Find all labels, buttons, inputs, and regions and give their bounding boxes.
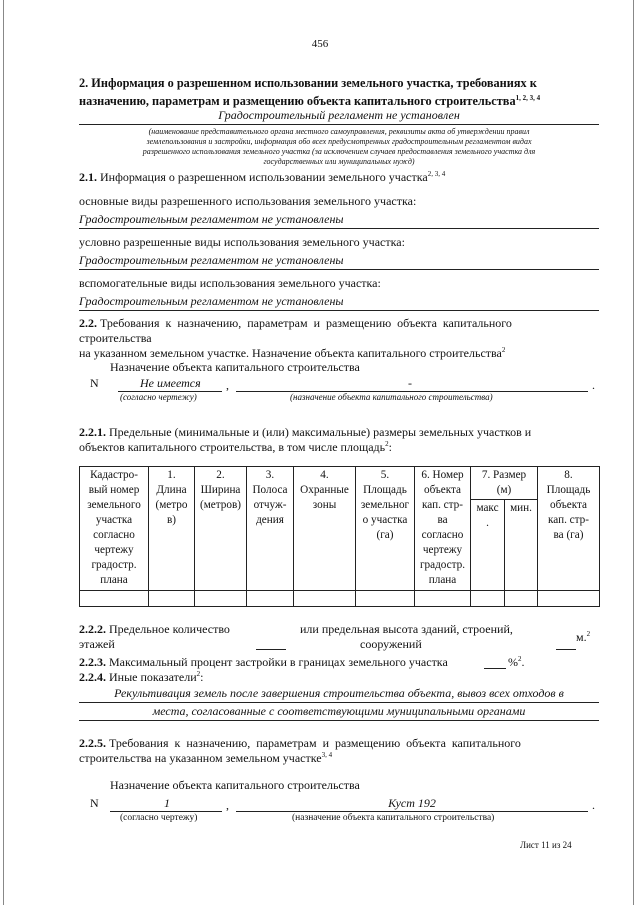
s2-2-5-n-underline bbox=[110, 811, 222, 812]
s2-2-3-text: 2.2.3. Максимальный процент застройки в границах земельного участка bbox=[79, 655, 448, 669]
conditional-uses-label: условно разрешенные виды использования земельного участка: bbox=[79, 235, 405, 249]
s2-2-5-purpose-caption: (назначение объекта капитального строительства) bbox=[292, 813, 495, 823]
other-indicators-value-line1: Рекультивация земель после завершения строительства объекта, вывоз всех отходов в bbox=[114, 686, 564, 700]
other-indicators-underline1 bbox=[79, 702, 599, 703]
auxiliary-uses-value: Градостроительным регламентом не установлены bbox=[79, 294, 344, 308]
height-blank bbox=[556, 649, 576, 650]
s2-2-5-dot: . bbox=[592, 798, 595, 812]
header-size: 7. Размер (м) bbox=[471, 467, 538, 500]
scan-edge-right bbox=[633, 0, 634, 905]
s2-2-purpose-label: Назначение объекта капитального строительства bbox=[110, 360, 360, 374]
header-object-number: 6. Номер объекта кап. стр- ва согласно чертежу градостр. плана bbox=[415, 467, 471, 591]
main-uses-value: Градостроительным регламентом не установлены bbox=[79, 212, 344, 226]
s2-2-5-n-value: 1 bbox=[164, 796, 170, 810]
regulation-note: (наименование представительного органа местного самоуправления, реквизиты акта об утверждении правил землепользования и застройки, информация обо всех предусмотренных градостроительным регламентом видах разрешенного использования земельного участка (за исключением случаев предоставления земельного участка для государственных или муниципальных нужд) bbox=[142, 127, 536, 166]
s2-2-5-line1: 2.2.5. Требования к назначению, параметрам и размещению объекта капитального bbox=[79, 736, 521, 750]
header-object-area: 8. Площадь объекта кап. стр- ва (га) bbox=[538, 467, 600, 591]
regulation-value: Градостроительный регламент не установлен bbox=[218, 108, 460, 122]
s2-2-purpose-dash: - bbox=[408, 376, 412, 390]
main-uses-label: основные виды разрешенного использования земельного участка: bbox=[79, 194, 417, 208]
header-size-max: макс . bbox=[471, 500, 505, 591]
section-2-title-line1: 2. Информация о разрешенном использовании земельного участка, требованиях к bbox=[79, 76, 537, 90]
page-number: 456 bbox=[311, 38, 329, 50]
header-length: 1. Длина (метро в) bbox=[149, 467, 195, 591]
s2-2-5-purpose-label: Назначение объекта капитального строительства bbox=[110, 778, 360, 792]
table-row bbox=[80, 591, 600, 607]
s2-2-n-caption: (согласно чертежу) bbox=[120, 392, 197, 402]
auxiliary-uses-underline bbox=[79, 310, 599, 311]
s2-2-title-line2: строительства bbox=[79, 331, 152, 345]
s2-1-title: 2.1. Информация о разрешенном использовании земельного участка$^{2, 3, 4}$ bbox=[79, 170, 446, 184]
sheet-counter: Лист 11 из 24 bbox=[520, 840, 572, 850]
auxiliary-uses-label: вспомогательные виды использования земельного участка: bbox=[79, 276, 381, 290]
header-size-min: мин. bbox=[505, 500, 538, 591]
s2-2-2-line1b: или предельная высота зданий, строений, bbox=[300, 622, 513, 636]
s2-2-5-purpose-underline bbox=[236, 811, 588, 812]
section-2-title-line2: назначению, параметрам и размещению объекта капитального строительства$^{1, 2, 3, 4}$ bbox=[79, 94, 541, 109]
conditional-uses-value: Градостроительным регламентом не установлены bbox=[79, 253, 344, 267]
s2-2-3-unit: %$^2$. bbox=[508, 655, 525, 669]
conditional-uses-underline bbox=[79, 269, 599, 270]
s2-2-1-line1: 2.2.1. Предельные (минимальные и (или) максимальные) размеры земельных участков и bbox=[79, 425, 532, 439]
s2-2-5-n-caption: (согласно чертежу) bbox=[120, 813, 198, 823]
header-width: 2. Ширина (метров) bbox=[195, 467, 247, 591]
s2-2-purpose-caption: (назначение объекта капитального строительства) bbox=[290, 392, 493, 402]
header-exclusion-strip: 3. Полоса отчуж- дения bbox=[247, 467, 294, 591]
s2-2-5-comma: , bbox=[226, 798, 229, 812]
main-uses-underline bbox=[79, 228, 599, 229]
header-plot-area: 5. Площадь земельног о участка (га) bbox=[356, 467, 415, 591]
s2-2-2-unit: м.$^2$ bbox=[576, 630, 591, 644]
regulation-underline bbox=[79, 124, 599, 125]
s2-2-title-line1: 2.2. Требования к назначению, параметрам и размещению объекта капитального bbox=[79, 316, 512, 330]
s2-2-5-line2: строительства на указанном земельном участке$^{3, 4}$ bbox=[79, 751, 333, 765]
s2-2-title-line3: на указанном земельном участке. Назначение объекта капитального строительства$^2$ bbox=[79, 346, 506, 360]
s2-2-n-value: Не имеется bbox=[140, 376, 201, 390]
header-protection-zones: 4. Охранные зоны bbox=[294, 467, 356, 591]
s2-2-4-title: 2.2.4. Иные показатели$^2$: bbox=[79, 670, 204, 684]
s2-2-5-n-label: N bbox=[90, 796, 99, 810]
s2-2-2-line2a: этажей bbox=[79, 637, 115, 651]
header-cadastral-number: Кадастро- вый номер земельного участка согласно чертежу градостр. плана bbox=[80, 467, 149, 591]
s2-2-1-line2: объектов капитального строительства, в том числе площадь$^2$: bbox=[79, 440, 392, 454]
floors-blank bbox=[256, 649, 286, 650]
land-parameters-table bbox=[79, 466, 600, 607]
other-indicators-underline2 bbox=[79, 720, 599, 721]
s2-2-dot: . bbox=[592, 378, 595, 392]
s2-2-2-line2b: сооружений bbox=[360, 637, 422, 651]
scan-edge-left bbox=[3, 0, 4, 905]
s2-2-5-purpose-value: Куст 192 bbox=[388, 796, 436, 810]
s2-2-n-label: N bbox=[90, 376, 99, 390]
s2-2-2-line1a: 2.2.2. Предельное количество bbox=[79, 622, 230, 636]
percent-blank bbox=[484, 668, 506, 669]
s2-2-comma: , bbox=[226, 378, 229, 392]
other-indicators-value-line2: места, согласованные с соответствующими муниципальными органами bbox=[152, 704, 526, 718]
